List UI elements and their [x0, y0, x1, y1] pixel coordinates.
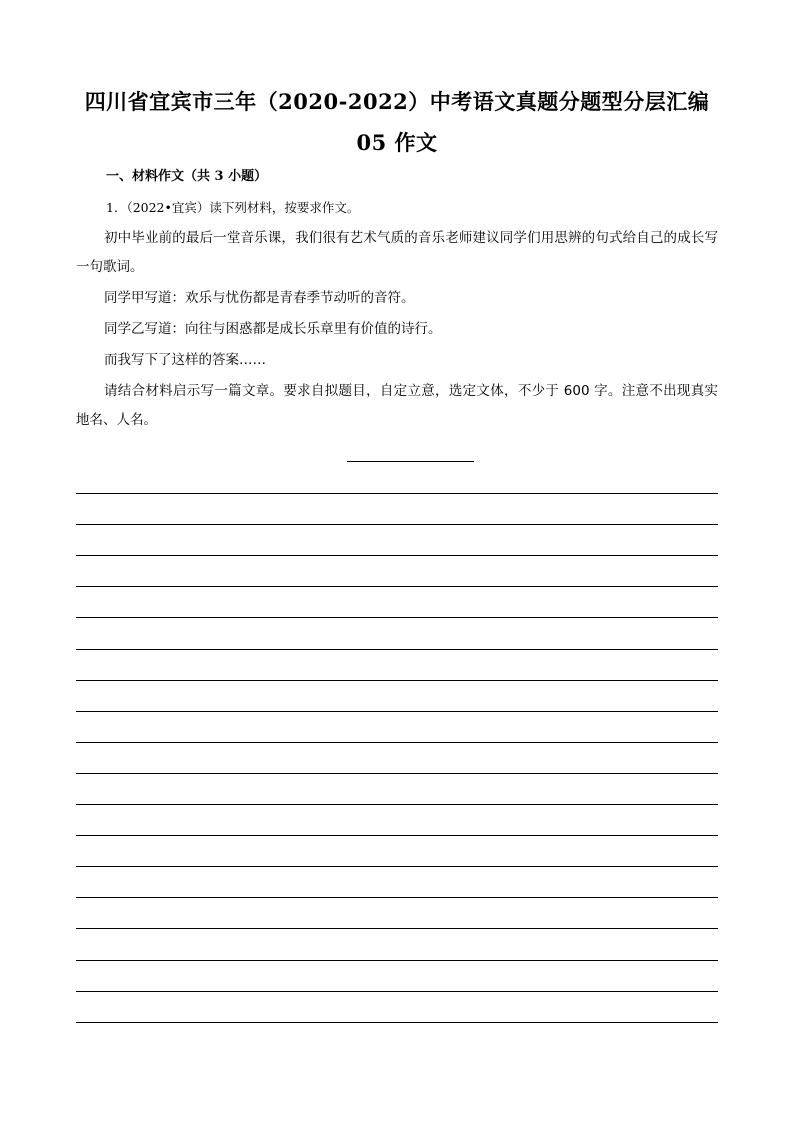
writing-line[interactable]: [76, 835, 718, 836]
material-paragraph: 初中毕业前的最后一堂音乐课，我们很有艺术气质的音乐老师建议同学们用思辨的句式给自己的成长写一句歌词。: [76, 230, 718, 275]
document-subtitle: 05 作文: [356, 130, 438, 155]
writing-line[interactable]: [76, 524, 718, 525]
writing-line[interactable]: [76, 928, 718, 929]
writing-line[interactable]: [76, 866, 718, 867]
material-paragraph: 同学甲写道：欢乐与忧伤都是青春季节动听的音符。: [104, 290, 415, 306]
writing-requirements: 请结合材料启示写一篇文章。要求自拟题目，自定立意，选定文体，不少于 600 字。注意不出现真实地名、人名。: [76, 383, 718, 428]
section-heading: 一、材料作文（共 3 小题）: [106, 169, 268, 184]
question-prompt: 1．（2022•宜宾）读下列材料，按要求作文。: [106, 200, 360, 215]
writing-line[interactable]: [76, 649, 718, 650]
writing-line[interactable]: [76, 897, 718, 898]
writing-line[interactable]: [76, 773, 718, 774]
writing-line[interactable]: [76, 960, 718, 961]
writing-line[interactable]: [76, 742, 718, 743]
writing-line[interactable]: [76, 804, 718, 805]
writing-line[interactable]: [76, 711, 718, 712]
writing-line[interactable]: [76, 586, 718, 587]
writing-line[interactable]: [76, 1022, 718, 1023]
writing-line[interactable]: [76, 991, 718, 992]
material-paragraph: 而我写下了这样的答案……: [104, 352, 266, 368]
material-paragraph: 同学乙写道：向往与困惑都是成长乐章里有价值的诗行。: [104, 321, 442, 337]
document-title: 四川省宜宾市三年（2020-2022）中考语文真题分题型分层汇编: [84, 89, 710, 114]
writing-line[interactable]: [76, 555, 718, 556]
essay-title-blank[interactable]: [347, 461, 474, 462]
writing-line[interactable]: [76, 680, 718, 681]
writing-line[interactable]: [76, 617, 718, 618]
writing-line[interactable]: [76, 493, 718, 494]
